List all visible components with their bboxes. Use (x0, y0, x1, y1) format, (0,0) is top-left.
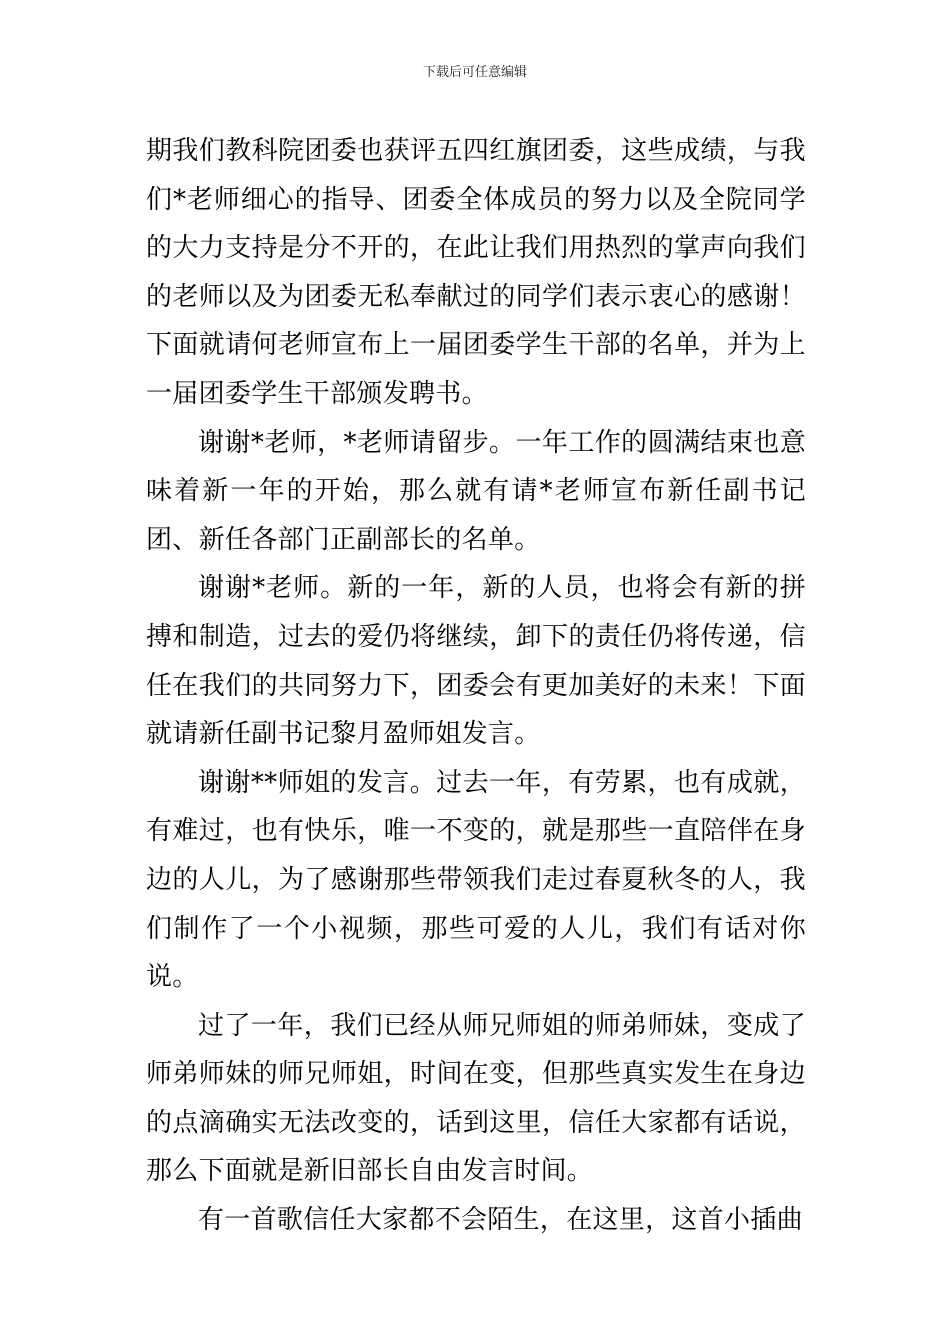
paragraph-5: 过了一年，我们已经从师兄师姐的师弟师妹，变成了师弟师妹的师兄师姐，时间在变，但那些真实发生在身边的点滴确实无法改变的，话到这里，信任大家都有话说，那么下面就是新旧部长自由发言时间。 (146, 1010, 806, 1187)
document-body (146, 127, 806, 1245)
paragraph-1: 期我们教科院团委也获评五四红旗团委，这些成绩，与我们*老师细心的指导、团委全体成员的努力以及全院同学的大力支持是分不开的，在此让我们用热烈的掌声向我们的老师以及为团委无私奉献过的同学们表示衷心的感谢！下面就请何老师宣布上一届团委学生干部的名单，并为上一届团委学生干部颁发聘书。 (146, 136, 806, 409)
page-header: 下载后可任意编辑 (422, 65, 527, 80)
paragraph-2: 谢谢*老师，*老师请留步。一年工作的圆满结束也意味着新一年的开始，那么就有请*老师宣布新任副书记团、新任各部门正副部长的名单。 (146, 427, 806, 555)
paragraph-4: 谢谢**师姐的发言。过去一年，有劳累，也有成就，有难过，也有快乐，唯一不变的，就是那些一直陪伴在身边的人儿，为了感谢那些带领我们走过春夏秋冬的人，我们制作了一个小视频，那些可爱的人儿，我们有话对你说。 (146, 767, 806, 993)
paragraph-6: 有一首歌信任大家都不会陌生，在这里，这首小插曲 (198, 1205, 803, 1236)
paragraph-3: 谢谢*老师。新的一年，新的人员，也将会有新的拼搏和制造，过去的爱仍将继续，卸下的责任仍将传递，信任在我们的共同努力下，团委会有更加美好的未来！下面就请新任副书记黎月盈师姐发言。 (146, 573, 806, 750)
